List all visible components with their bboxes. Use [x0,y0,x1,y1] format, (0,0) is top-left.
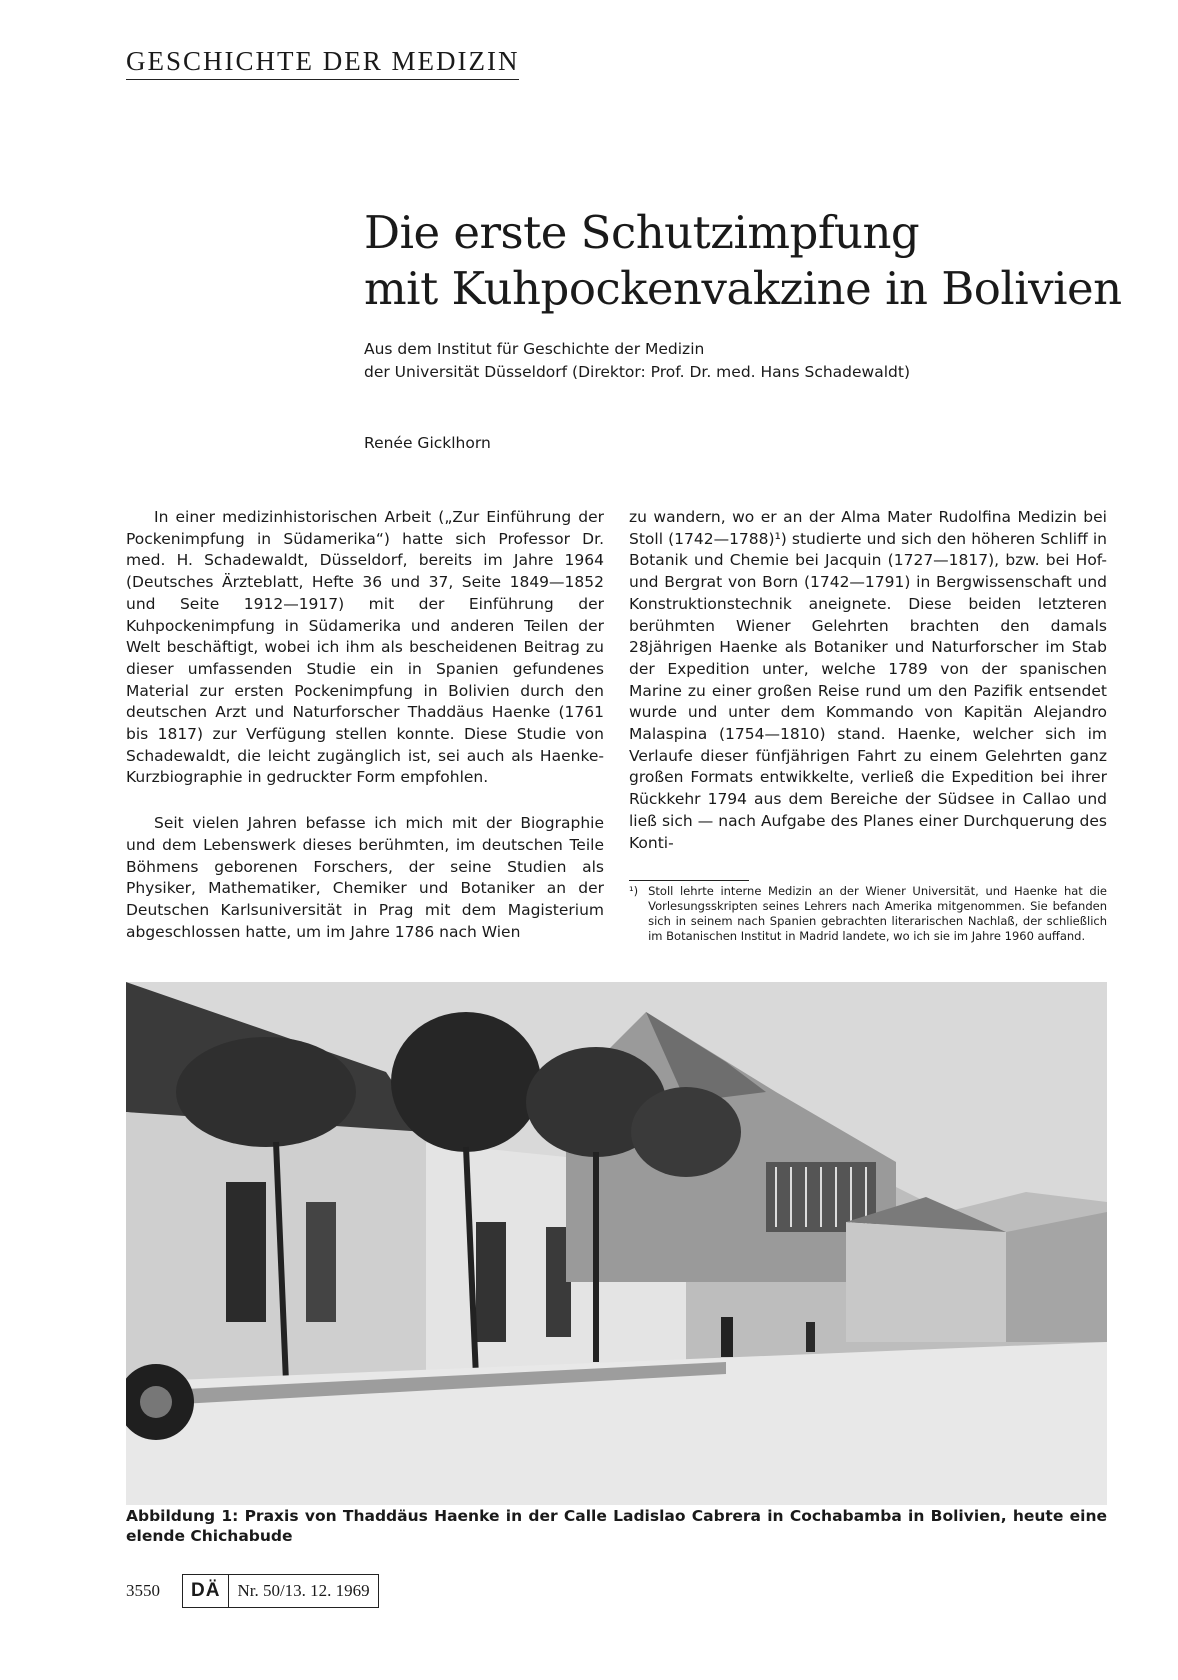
street-photograph [126,982,1107,1505]
footnote-text: Stoll lehrte interne Medizin an der Wiener Universität, und Haenke hat die Vorlesungsskripten seines Lehrers nach Amerika mitgenommen. Sie befanden sich in seinem nach Spanien gebrachten literarischen Nachlaß, der schließlich im Botanischen Institut in Madrid landete, wo ich sie im Jahre 1960 auffand. [648,884,1107,943]
article-title [364,205,1122,317]
author-name: Renée Gicklhorn [364,434,491,452]
institute-affiliation [364,338,910,384]
footnote-rule [629,880,749,881]
page-number: 3550 [126,1581,160,1600]
institute-line-2: der Universität Düsseldorf (Direktor: Prof. Dr. med. Hans Schadewaldt) [364,363,910,381]
section-heading: GESCHICHTE DER MEDIZIN [126,46,519,80]
title-line-2: mit Kuhpockenvakzine in Bolivien [364,262,1122,315]
paragraph: Seit vielen Jahren befasse ich mich mit der Biographie und dem Lebenswerk dieses berühmten, im deutschen Teile Böhmens geborenen Forschers, der seine Studien als Physiker, Mathematiker, Chemiker und Botaniker an der Deutschen Karlsuniversität in Prag mit dem Magisterium abgeschlossen hatte, um im Jahre 1786 nach Wien [126,814,604,941]
figure-caption: Abbildung 1: Praxis von Thaddäus Haenke in der Calle Ladislao Cabrera in Cochabamba in Bolivien, heute eine elende Chichabude [126,1507,1107,1545]
title-line-1: Die erste Schutzimpfung [364,206,920,259]
issue-info: Nr. 50/13. 12. 1969 [229,1574,378,1608]
institute-line-1: Aus dem Institut für Geschichte der Medizin [364,340,705,358]
footnote-mark: ¹) [629,884,639,898]
journal-logo: DÄ [182,1574,229,1608]
footnote [629,884,1107,944]
page-footer [126,1574,379,1608]
body-column-right [629,507,1107,854]
paragraph: In einer medizinhistorischen Arbeit („Zur Einführung der Pockenimpfung in Südamerika“) hatte sich Professor Dr. med. H. Schadewaldt, Düsseldorf, bereits im Jahre 1964 (Deutsches Ärzteblatt, Hefte 36 und 37, Seite 1849—1852 und Seite 1912—1917) mit der Einführung der Kuhpockenimpfung in Südamerika und anderen Teilen der Welt beschäftigt, wobei ich ihm als bescheidenen Beitrag zu dieser umfassenden Studie ein in Spanien gefundenes Material zur ersten Pockenimpfung in Bolivien durch den deutschen Arzt und Naturforscher Thaddäus Haenke (1761 bis 1817) zur Verfügung stellen konnte. Diese Studie von Schadewaldt, die leicht zugänglich ist, sei auch als Haenke-Kurzbiographie in gedruckter Form empfohlen. [126,508,604,787]
body-column-left [126,507,604,943]
paragraph: zu wandern, wo er an der Alma Mater Rudolfina Medizin bei Stoll (1742—1788)¹) studierte und sich den höheren Schliff in Botanik und Chemie bei Jacquin (1727—1817), bzw. bei Hof- und Bergrat von Born (1742—1791) in Bergwissenschaft und Konstruktionstechnik aneignete. Diese beiden letzteren berühmten Wiener Gelehrten brachten den damals 28jährigen Haenke als Botaniker und Naturforscher im Stab der Expedition unter, welche 1789 von der spanischen Marine zu einer großen Reise rund um den Pazifik entsendet wurde und unter dem Kommando von Kapitän Alejandro Malaspina (1754—1810) stand. Haenke, welcher sich im Verlaufe dieser fünfjährigen Fahrt zu einem Gelehrten ganz großen Formats entwikkelte, verließ die Expedition bei ihrer Rückkehr 1794 aus dem Bereiche der Südsee in Callao und ließ sich — nach Aufgabe des Planes einer Durchquerung des Konti- [629,508,1107,852]
